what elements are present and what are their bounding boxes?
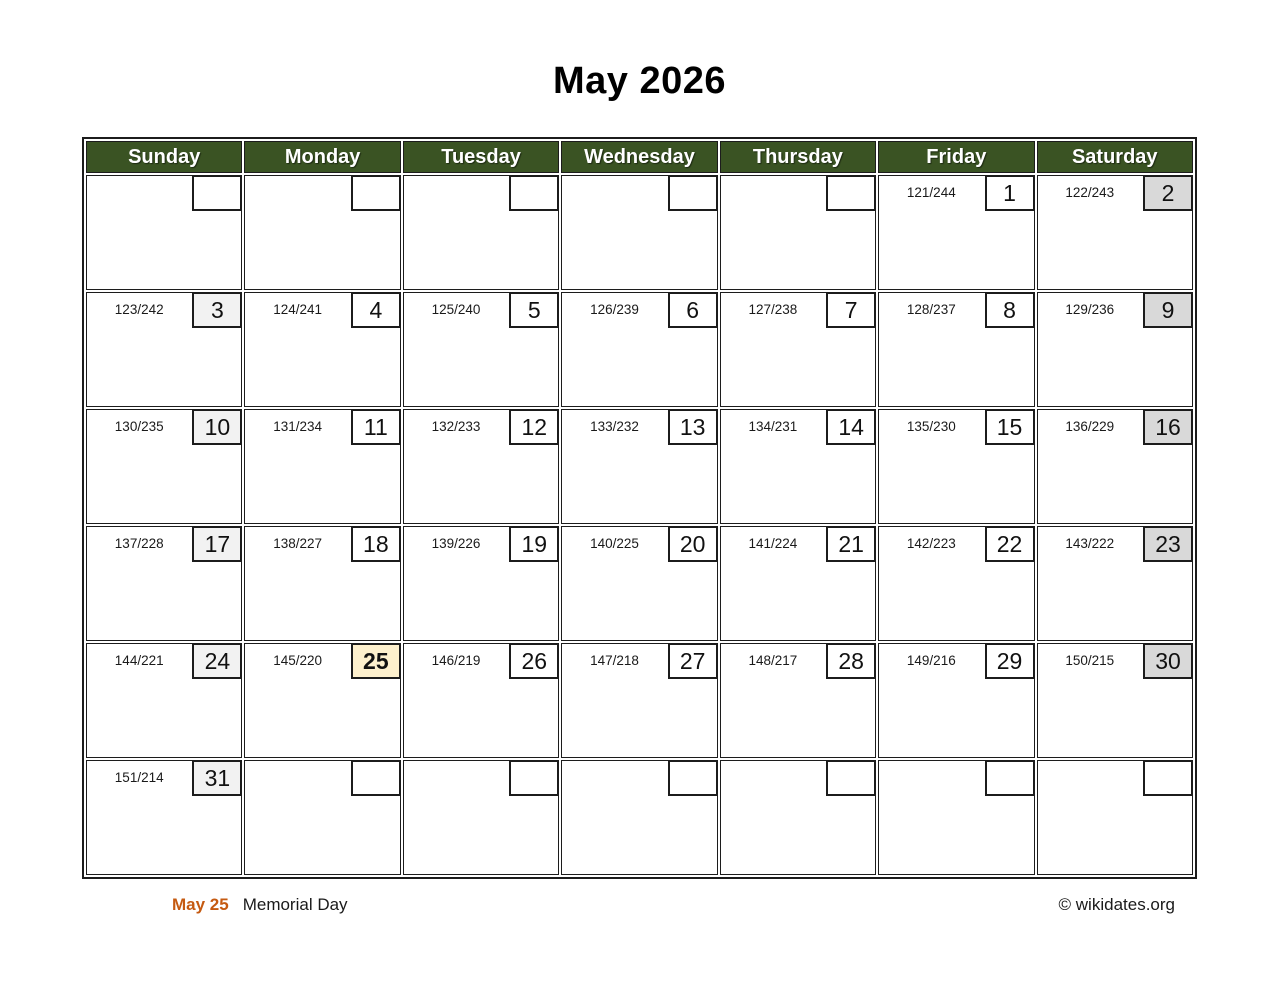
day-number-box: 17 [192,526,242,562]
day-cell-19 [403,526,559,641]
day-of-year-label: 149/216 [906,653,956,668]
weekday-header-tuesday: Tuesday [403,141,559,173]
day-of-year-label: 128/237 [906,302,956,317]
weekday-header-wednesday: Wednesday [561,141,717,173]
day-of-year-label: 148/217 [748,653,798,668]
holiday-legend [172,895,348,915]
day-cell-23 [1037,526,1193,641]
empty-number-box [509,175,559,211]
week-row-4 [86,526,1193,641]
empty-number-box [1143,760,1193,796]
weekday-header-monday: Monday [244,141,400,173]
day-number-box: 26 [509,643,559,679]
day-cell-7 [720,292,876,407]
day-cell-10 [86,409,242,524]
day-of-year-label: 130/235 [114,419,164,434]
week-row-3 [86,409,1193,524]
day-number-box: 19 [509,526,559,562]
day-number-box: 21 [826,526,876,562]
day-of-year-label [721,761,825,795]
empty-number-box [826,760,876,796]
day-cell-3 [86,292,242,407]
holiday-name-label: Memorial Day [242,895,348,914]
day-of-year-label [404,761,508,795]
day-number-box: 9 [1143,292,1193,328]
day-of-year-label: 127/238 [748,302,798,317]
day-number-box: 30 [1143,643,1193,679]
empty-day-cell [86,175,242,290]
day-cell-2 [1037,175,1193,290]
day-cell-15 [878,409,1034,524]
weekday-header-sunday: Sunday [86,141,242,173]
day-cell-17 [86,526,242,641]
day-number-box: 20 [668,526,718,562]
day-of-year-label: 140/225 [590,536,639,551]
day-of-year-label [404,176,508,210]
empty-number-box [509,760,559,796]
day-of-year-label: 132/233 [431,419,481,434]
day-of-year-label: 131/234 [273,419,323,434]
copyright-label: © wikidates.org [1058,895,1175,914]
day-cell-13 [561,409,717,524]
day-of-year-label: 122/243 [1065,185,1115,200]
day-of-year-label: 136/229 [1065,419,1115,434]
day-cell-4 [244,292,400,407]
day-cell-25 [244,643,400,758]
calendar-title: May 2026 [552,60,726,102]
day-number-box: 8 [985,292,1035,328]
day-cell-16 [1037,409,1193,524]
day-of-year-label [245,176,349,210]
day-number-box: 2 [1143,175,1193,211]
day-cell-6 [561,292,717,407]
day-of-year-label: 141/224 [748,536,798,551]
empty-day-cell [878,760,1034,875]
day-of-year-label: 142/223 [906,536,956,551]
day-cell-30 [1037,643,1193,758]
empty-day-cell [403,760,559,875]
week-row-6 [86,760,1193,875]
day-of-year-label: 126/239 [590,302,639,317]
day-cell-27 [561,643,717,758]
day-cell-8 [878,292,1034,407]
day-number-box: 23 [1143,526,1193,562]
empty-number-box [351,175,401,211]
day-number-box: 25 [351,643,401,679]
empty-day-cell [244,760,400,875]
day-of-year-label [562,176,666,210]
day-number-box: 28 [826,643,876,679]
day-of-year-label [245,761,349,795]
day-of-year-label [879,761,983,795]
day-number-box: 29 [985,643,1035,679]
day-cell-28 [720,643,876,758]
day-cell-24 [86,643,242,758]
day-cell-9 [1037,292,1193,407]
day-of-year-label: 143/222 [1065,536,1115,551]
empty-day-cell [720,175,876,290]
day-of-year-label: 121/244 [906,185,956,200]
day-number-box: 3 [192,292,242,328]
day-number-box: 16 [1143,409,1193,445]
day-of-year-label: 125/240 [431,302,481,317]
week-row-2 [86,292,1193,407]
day-number-box: 5 [509,292,559,328]
day-of-year-label: 134/231 [748,419,798,434]
week-row-1 [86,175,1193,290]
day-of-year-label: 123/242 [114,302,164,317]
day-of-year-label: 139/226 [431,536,481,551]
day-cell-1 [878,175,1034,290]
day-of-year-label: 137/228 [114,536,164,551]
empty-day-cell [561,760,717,875]
day-cell-11 [244,409,400,524]
day-of-year-label [87,176,191,210]
holiday-date-label: May 25 [172,895,229,914]
day-number-box: 24 [192,643,242,679]
empty-day-cell [244,175,400,290]
day-of-year-label [1038,761,1142,795]
day-of-year-label: 147/218 [590,653,639,668]
empty-day-cell [1037,760,1193,875]
day-number-box: 6 [668,292,718,328]
day-number-box: 18 [351,526,401,562]
empty-number-box [668,760,718,796]
weekday-header-thursday: Thursday [720,141,876,173]
day-number-box: 27 [668,643,718,679]
day-of-year-label: 124/241 [273,302,323,317]
day-of-year-label: 138/227 [273,536,323,551]
day-cell-14 [720,409,876,524]
day-number-box: 13 [668,409,718,445]
day-number-box: 31 [192,760,242,796]
weekday-header-friday: Friday [878,141,1034,173]
day-cell-29 [878,643,1034,758]
day-cell-5 [403,292,559,407]
weekday-header-saturday: Saturday [1037,141,1193,173]
day-number-box: 15 [985,409,1035,445]
empty-day-cell [720,760,876,875]
day-of-year-label: 133/232 [590,419,639,434]
day-number-box: 7 [826,292,876,328]
empty-number-box [668,175,718,211]
day-of-year-label: 150/215 [1065,653,1115,668]
day-cell-22 [878,526,1034,641]
day-of-year-label: 144/221 [114,653,164,668]
day-cell-20 [561,526,717,641]
week-row-5 [86,643,1193,758]
day-number-box: 1 [985,175,1035,211]
empty-day-cell [403,175,559,290]
day-cell-21 [720,526,876,641]
empty-day-cell [561,175,717,290]
empty-number-box [826,175,876,211]
weekday-header-row [86,141,1193,173]
day-cell-26 [403,643,559,758]
day-of-year-label: 135/230 [906,419,956,434]
day-of-year-label [562,761,666,795]
calendar-table [82,137,1197,879]
day-number-box: 14 [826,409,876,445]
day-number-box: 4 [351,292,401,328]
empty-number-box [351,760,401,796]
day-of-year-label [721,176,825,210]
day-cell-12 [403,409,559,524]
day-number-box: 22 [985,526,1035,562]
empty-number-box [192,175,242,211]
day-of-year-label: 146/219 [431,653,481,668]
day-of-year-label: 151/214 [114,770,164,785]
day-of-year-label: 145/220 [273,653,323,668]
day-of-year-label: 129/236 [1065,302,1115,317]
empty-number-box [985,760,1035,796]
day-number-box: 10 [192,409,242,445]
day-cell-18 [244,526,400,641]
day-cell-31 [86,760,242,875]
day-number-box: 11 [351,409,401,445]
day-number-box: 12 [509,409,559,445]
